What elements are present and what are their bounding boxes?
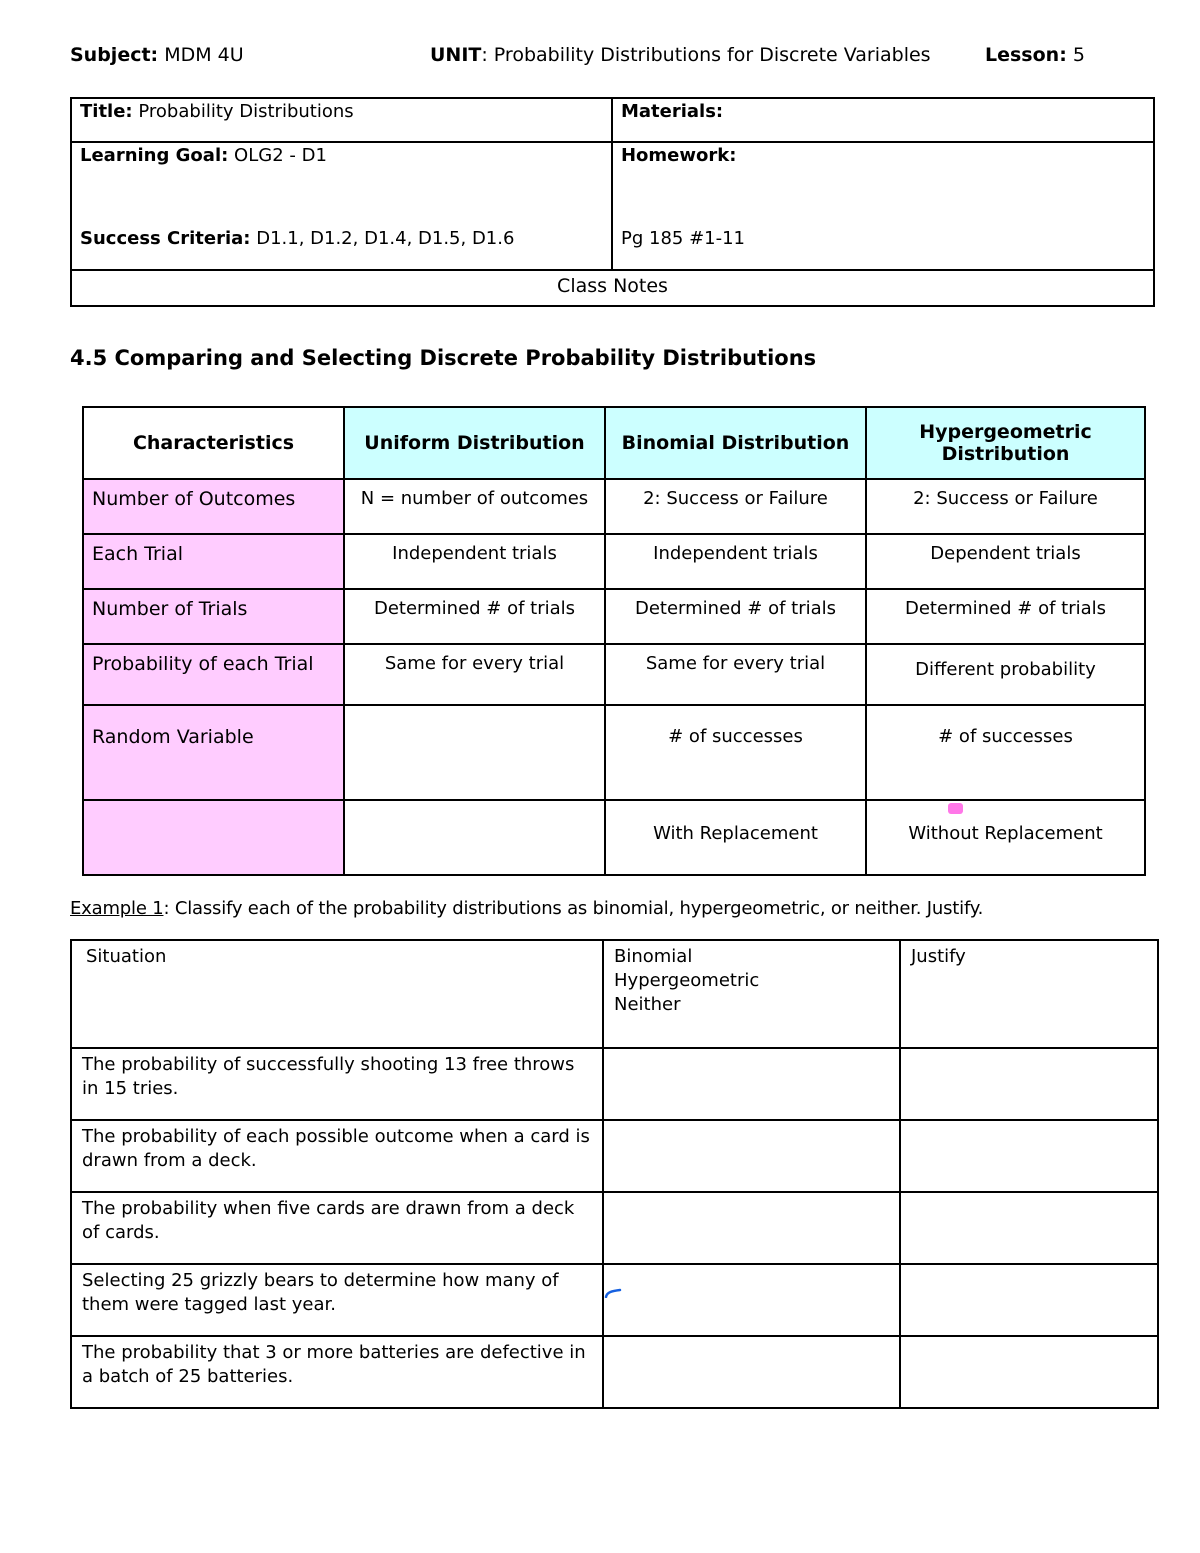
hypergeometric-cell: # of successes xyxy=(866,705,1145,800)
row-label: Number of Trials xyxy=(83,589,344,644)
lesson-value: 5 xyxy=(1072,44,1085,66)
header-uniform: Uniform Distribution xyxy=(344,407,605,479)
situation-cell: Selecting 25 grizzly bears to determine how many of them were tagged last year. xyxy=(71,1264,603,1336)
row-label: Number of Outcomes xyxy=(83,479,344,534)
uniform-cell: N = number of outcomes xyxy=(344,479,605,534)
justify-cell[interactable] xyxy=(900,1264,1158,1336)
lesson-label: Lesson: xyxy=(985,44,1067,66)
class-notes-heading: Class Notes xyxy=(71,270,1154,306)
hypergeometric-cell: Dependent trials xyxy=(866,534,1145,589)
justify-cell[interactable] xyxy=(900,1336,1158,1408)
table-row xyxy=(71,1120,1158,1192)
hypergeometric-cell: Determined # of trials xyxy=(866,589,1145,644)
table-row xyxy=(71,1192,1158,1264)
binomial-cell: Independent trials xyxy=(605,534,866,589)
option-binomial: Binomial xyxy=(614,946,693,967)
classification-cell[interactable] xyxy=(603,1120,900,1192)
homework-label: Homework: xyxy=(620,145,737,166)
situation-cell: The probability of each possible outcome when a card is drawn from a deck. xyxy=(71,1120,603,1192)
uniform-cell xyxy=(344,800,605,875)
learning-goal-value: OLG2 - D1 xyxy=(234,145,327,166)
title-value: Probability Distributions xyxy=(138,101,354,122)
situation-cell: The probability that 3 or more batteries are defective in a batch of 25 batteries. xyxy=(71,1336,603,1408)
materials-label: Materials: xyxy=(620,101,724,122)
classification-cell[interactable] xyxy=(603,1192,900,1264)
row-label xyxy=(83,800,344,875)
header-hypergeometric: Hypergeometric Distribution xyxy=(866,407,1145,479)
classification-cell[interactable] xyxy=(603,1048,900,1120)
classification-cell[interactable] xyxy=(603,1336,900,1408)
row-label: Probability of each Trial xyxy=(83,644,344,705)
binomial-cell: # of successes xyxy=(605,705,866,800)
table-row xyxy=(71,1048,1158,1120)
table-row xyxy=(83,534,1145,589)
justify-cell[interactable] xyxy=(900,1048,1158,1120)
hypergeometric-cell: Different probability xyxy=(866,644,1145,705)
header-justify: Justify xyxy=(900,940,1158,1048)
unit-field xyxy=(430,44,931,66)
unit-label: UNIT xyxy=(430,44,482,66)
situation-cell: The probability when five cards are drawn from a deck of cards. xyxy=(71,1192,603,1264)
example-text: : Classify each of the probability distributions as binomial, hypergeometric, or neither. Justify. xyxy=(163,898,984,919)
materials-cell xyxy=(612,98,1154,142)
header-options xyxy=(603,940,900,1048)
title-cell xyxy=(71,98,612,142)
table-header-row xyxy=(71,940,1158,1048)
hypergeometric-cell: Without Replacement xyxy=(866,800,1145,875)
uniform-cell: Same for every trial xyxy=(344,644,605,705)
lesson-info-table xyxy=(70,97,1155,307)
header-binomial: Binomial Distribution xyxy=(605,407,866,479)
success-criteria-value: D1.1, D1.2, D1.4, D1.5, D1.6 xyxy=(256,228,515,249)
subject-label: Subject: xyxy=(70,44,159,66)
justify-cell[interactable] xyxy=(900,1192,1158,1264)
success-criteria-label: Success Criteria: xyxy=(80,228,251,249)
pink-highlight-mark xyxy=(948,803,963,814)
unit-value: : Probability Distributions for Discrete Variables xyxy=(481,44,931,66)
example-label: Example 1 xyxy=(70,898,164,919)
title-label: Title: xyxy=(80,101,133,122)
header-situation: Situation xyxy=(71,940,603,1048)
example-instruction xyxy=(70,898,983,919)
option-hypergeometric: Hypergeometric xyxy=(614,970,760,991)
table-row xyxy=(71,1336,1158,1408)
learning-goal-label: Learning Goal: xyxy=(80,145,229,166)
justify-cell[interactable] xyxy=(900,1120,1158,1192)
lesson-field xyxy=(985,44,1085,66)
uniform-cell xyxy=(344,705,605,800)
subject-value: MDM 4U xyxy=(164,44,244,66)
classification-cell[interactable] xyxy=(603,1264,900,1336)
table-row xyxy=(83,589,1145,644)
pen-stroke-mark xyxy=(604,1288,622,1298)
section-title: 4.5 Comparing and Selecting Discrete Probability Distributions xyxy=(70,346,817,370)
row-label: Random Variable xyxy=(83,705,344,800)
binomial-cell: Determined # of trials xyxy=(605,589,866,644)
homework-cell xyxy=(612,142,1154,270)
hypergeometric-cell: 2: Success or Failure xyxy=(866,479,1145,534)
distribution-comparison-table xyxy=(82,406,1146,876)
document-header xyxy=(70,44,1170,70)
subject-field xyxy=(70,44,244,66)
uniform-cell: Independent trials xyxy=(344,534,605,589)
classification-table xyxy=(70,939,1159,1409)
binomial-cell: 2: Success or Failure xyxy=(605,479,866,534)
table-row xyxy=(83,644,1145,705)
table-row xyxy=(83,479,1145,534)
table-row xyxy=(83,800,1145,875)
table-row xyxy=(83,705,1145,800)
situation-cell: The probability of successfully shooting 13 free throws in 15 tries. xyxy=(71,1048,603,1120)
uniform-cell: Determined # of trials xyxy=(344,589,605,644)
row-label: Each Trial xyxy=(83,534,344,589)
binomial-cell: Same for every trial xyxy=(605,644,866,705)
table-row xyxy=(71,1264,1158,1336)
goal-cell xyxy=(71,142,612,270)
header-characteristics: Characteristics xyxy=(83,407,344,479)
homework-value: Pg 185 #1-11 xyxy=(620,228,745,249)
option-neither: Neither xyxy=(614,994,681,1015)
binomial-cell: With Replacement xyxy=(605,800,866,875)
